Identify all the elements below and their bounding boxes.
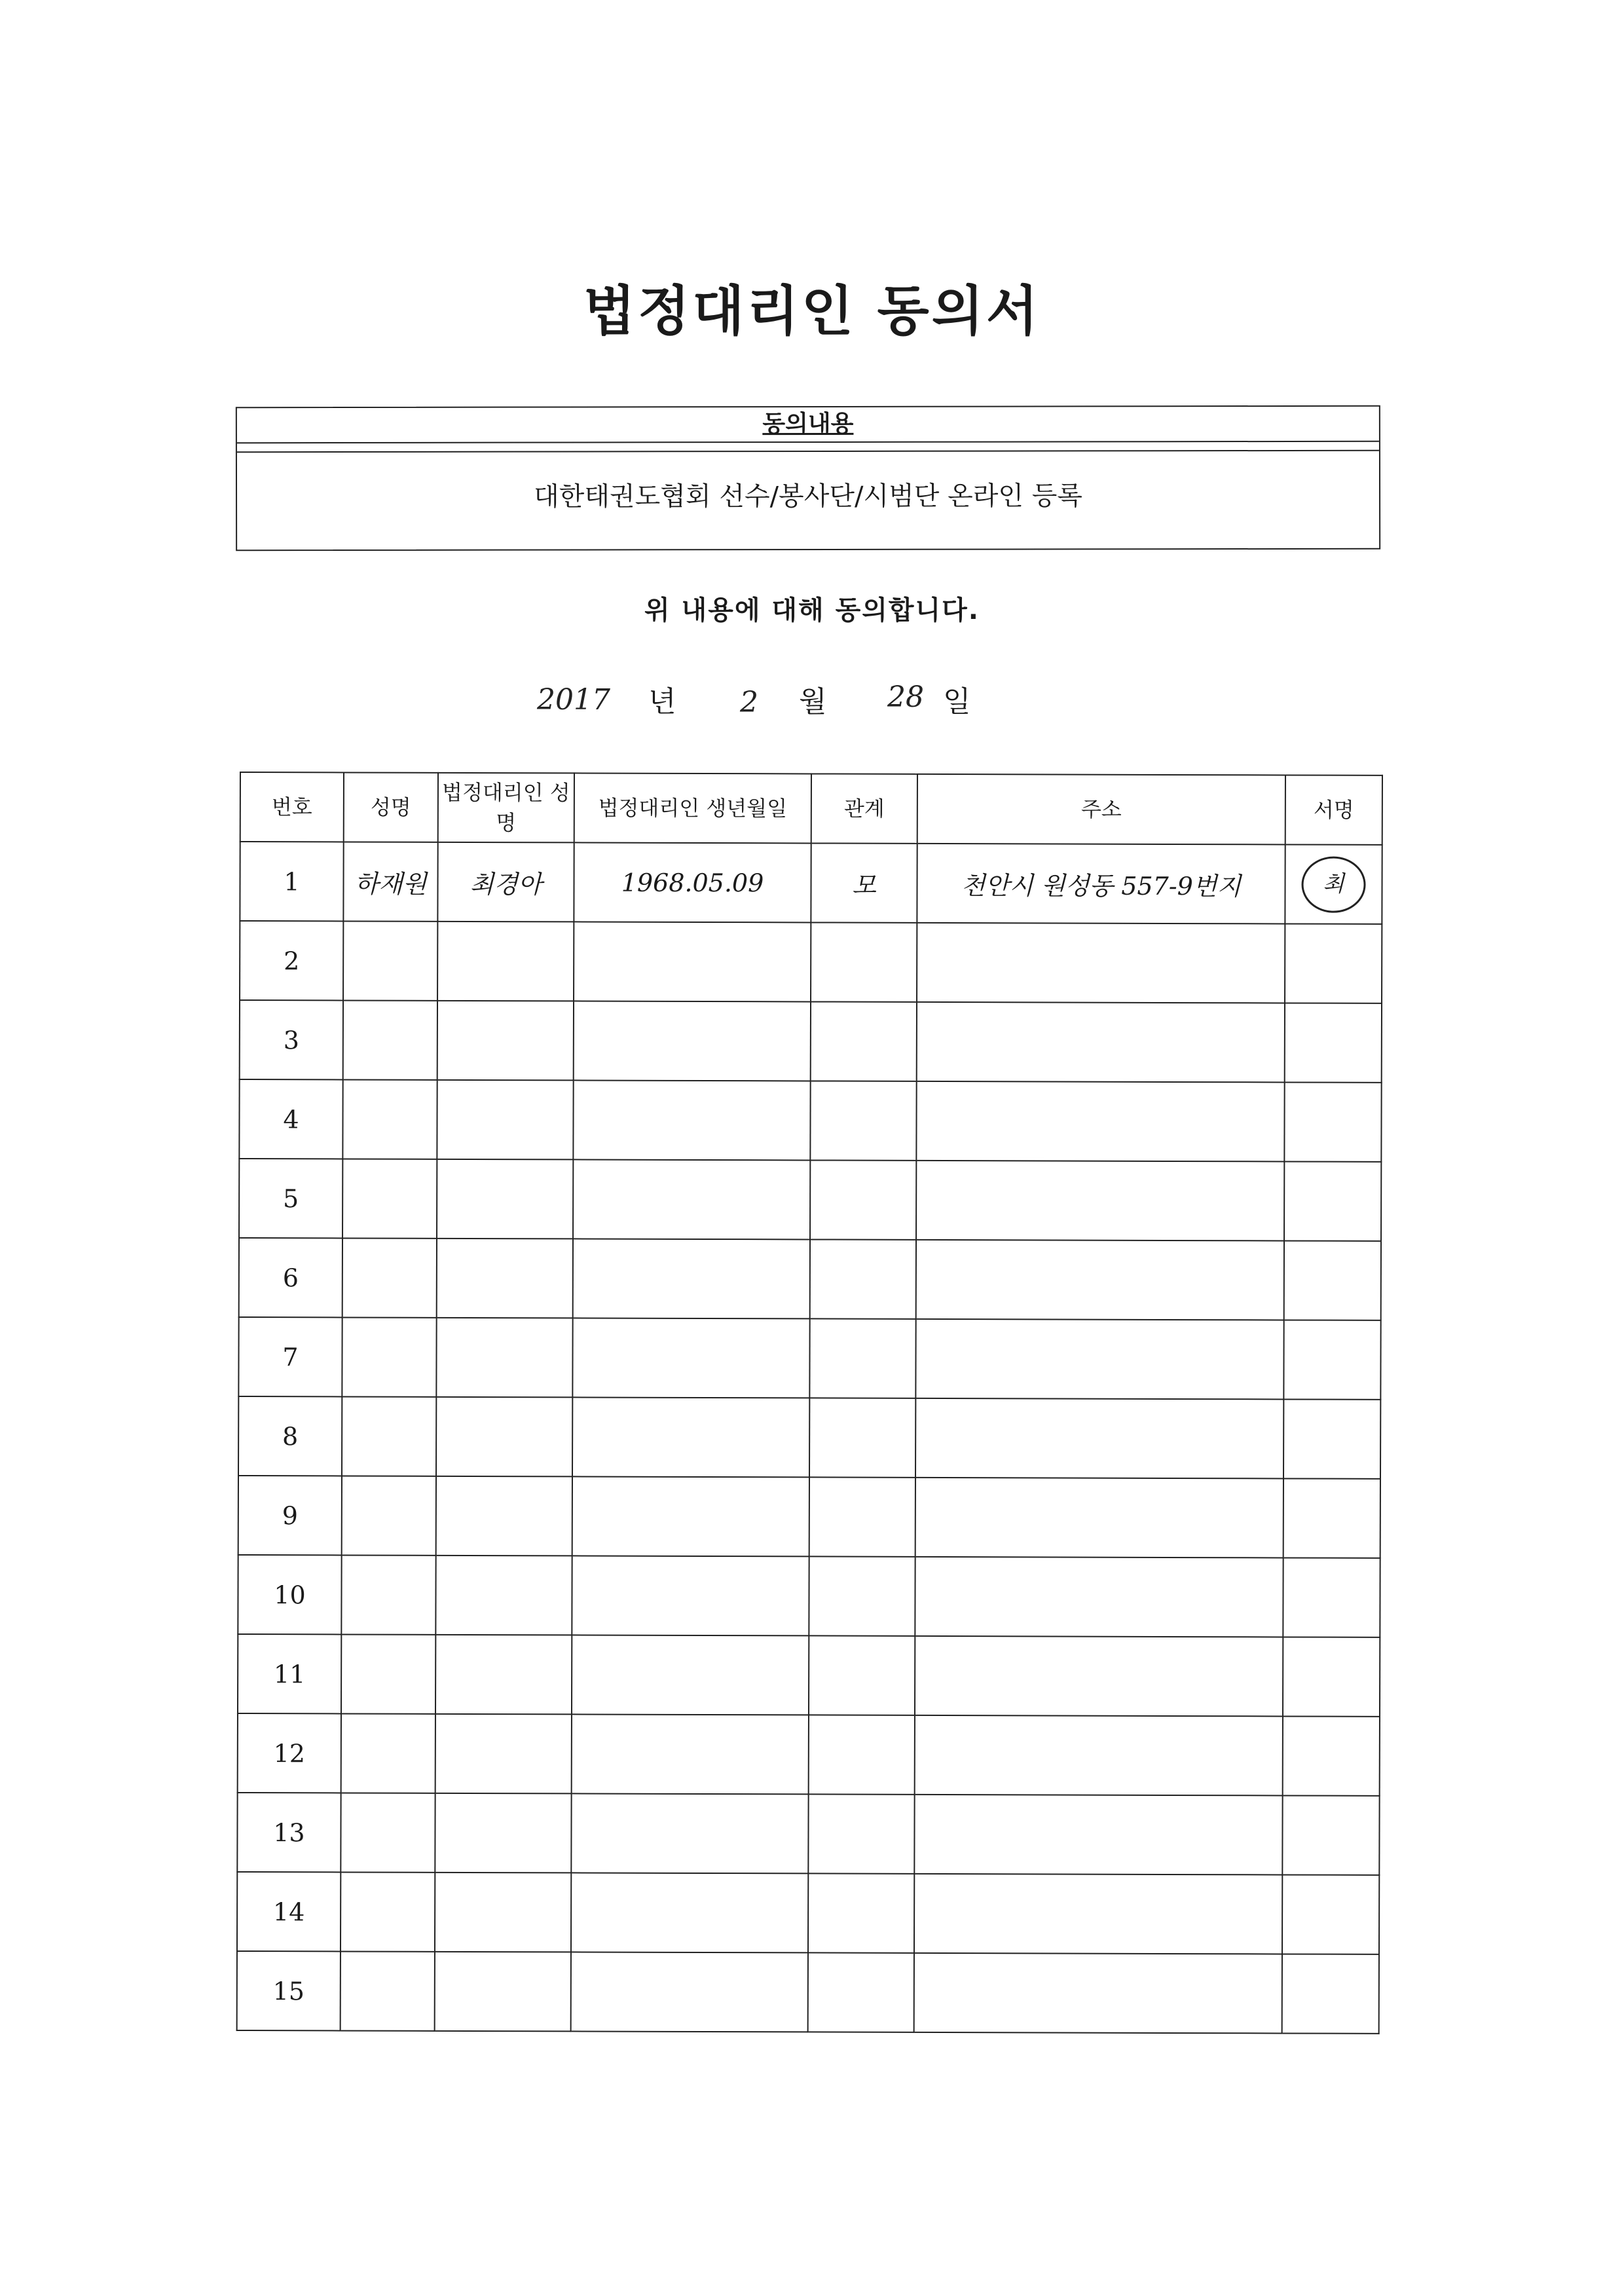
header-guardian-name: 법정대리인 성명 [438, 773, 574, 843]
cell-signature [1284, 1161, 1381, 1241]
cell-address [915, 1319, 1283, 1400]
cell-guardian-birth [572, 1635, 809, 1715]
cell-name [342, 1317, 436, 1396]
header-relation: 관계 [811, 774, 917, 843]
cell-signature [1283, 1320, 1380, 1399]
table-row [237, 1951, 1379, 2034]
table-row [238, 1476, 1380, 1558]
cell-relation [811, 922, 917, 1001]
cell-address [916, 1240, 1284, 1320]
table-row [237, 1793, 1379, 1875]
cell-guardian-name [435, 1714, 572, 1794]
cell-name [341, 1872, 435, 1951]
cell-no: 14 [237, 1872, 341, 1951]
cell-signature [1285, 1003, 1382, 1082]
cell-guardian-birth [572, 1556, 809, 1635]
cell-guardian-name [437, 1239, 573, 1318]
cell-guardian-name [437, 1159, 573, 1239]
cell-guardian-birth [572, 1714, 809, 1794]
cell-address [917, 923, 1285, 1003]
cell-relation: 모 [811, 843, 917, 922]
table-row [238, 1396, 1380, 1479]
cell-address [914, 1953, 1282, 2034]
cell-signature [1284, 1082, 1381, 1161]
date-day: 28 [887, 681, 924, 714]
cell-relation [811, 1001, 917, 1081]
cell-name [342, 1476, 436, 1555]
cell-relation [810, 1081, 916, 1160]
cell-signature [1283, 1716, 1380, 1795]
cell-guardian-birth [573, 1239, 810, 1318]
cell-address [915, 1636, 1283, 1717]
table-row [240, 1000, 1382, 1083]
cell-name [341, 1951, 435, 2030]
table-row [240, 842, 1382, 924]
cell-name [341, 1793, 435, 1872]
cell-name [342, 1079, 437, 1159]
cell-signature [1282, 1954, 1379, 2033]
cell-address [916, 1161, 1284, 1241]
cell-guardian-name [437, 1001, 574, 1081]
table-row [238, 1713, 1380, 1796]
cell-guardian-birth [574, 1001, 811, 1081]
date-year: 2017 [537, 683, 610, 717]
cell-guardian-birth [573, 1159, 810, 1239]
table-row [239, 1159, 1381, 1241]
header-guardian-birth: 법정대리인 생년월일 [574, 773, 811, 843]
cell-relation [810, 1160, 916, 1239]
cell-relation [808, 1952, 914, 2032]
cell-relation [808, 1873, 914, 1952]
table-row [238, 1317, 1380, 1400]
cell-no: 6 [239, 1238, 342, 1317]
agreement-statement: 위 내용에 대해 동의합니다. [644, 595, 980, 625]
cell-no: 8 [238, 1396, 342, 1476]
cell-address [914, 1795, 1282, 1875]
cell-relation [809, 1556, 915, 1635]
cell-guardian-birth [574, 922, 811, 1001]
cell-guardian-name [436, 1476, 572, 1556]
table-row [238, 1555, 1380, 1637]
cell-name [341, 1555, 435, 1634]
cell-relation [809, 1715, 915, 1794]
cell-guardian-name [435, 1873, 571, 1952]
cell-address [916, 1081, 1284, 1162]
document-title: 법정대리인 동의서 [583, 280, 1041, 343]
date-month: 2 [740, 686, 758, 719]
table-row [240, 921, 1382, 1003]
cell-signature [1285, 924, 1382, 1003]
cell-guardian-birth [571, 1952, 808, 2032]
cell-signature [1285, 844, 1382, 924]
table-row [239, 1079, 1381, 1162]
header-no: 번호 [240, 772, 344, 842]
table-row [239, 1238, 1381, 1320]
date-day-unit: 일 [943, 685, 971, 718]
cell-name [341, 1713, 435, 1793]
consent-header-label: 동의내용 [762, 410, 854, 438]
cell-guardian-name: 최경아 [437, 842, 574, 922]
signature-mark: 최 [1301, 856, 1365, 912]
cell-guardian-birth [573, 1080, 810, 1160]
cell-no: 4 [239, 1079, 342, 1159]
cell-signature [1283, 1558, 1380, 1637]
cell-name: 하재원 [343, 842, 437, 921]
cell-guardian-name [435, 1793, 571, 1873]
cell-no: 12 [238, 1713, 341, 1793]
cell-guardian-name [437, 1080, 573, 1160]
header-signature: 서명 [1285, 775, 1382, 844]
header-name: 성명 [344, 772, 438, 842]
cell-no: 13 [237, 1793, 341, 1872]
cell-address [915, 1478, 1283, 1558]
cell-name [343, 921, 437, 1000]
table-row [237, 1872, 1379, 1954]
cell-signature [1284, 1241, 1381, 1320]
cell-guardian-name [436, 1397, 572, 1477]
table-row [238, 1634, 1380, 1717]
cell-guardian-birth [571, 1873, 808, 1952]
cell-no: 10 [238, 1555, 341, 1634]
consent-body: 대한태권도협회 선수/봉사단/시범단 온라인 등록 [237, 450, 1379, 559]
cell-guardian-birth [572, 1397, 809, 1477]
cell-no: 15 [237, 1951, 341, 2030]
cell-name [343, 1000, 437, 1079]
date-month-unit: 월 [799, 685, 827, 718]
cell-address [915, 1557, 1283, 1637]
date-year-unit: 년 [648, 685, 676, 718]
consent-header [237, 407, 1379, 443]
cell-guardian-name [435, 1556, 572, 1635]
cell-no: 2 [240, 921, 343, 1000]
header-address: 주소 [917, 774, 1285, 845]
cell-signature [1282, 1795, 1379, 1875]
cell-relation [808, 1794, 914, 1873]
cell-guardian-birth [572, 1476, 809, 1556]
cell-address [915, 1715, 1283, 1796]
cell-relation [809, 1398, 915, 1477]
cell-address [915, 1398, 1283, 1479]
cell-no: 7 [238, 1317, 342, 1396]
cell-relation [809, 1635, 915, 1715]
cell-guardian-name [437, 922, 574, 1001]
cell-guardian-name [435, 1635, 572, 1715]
cell-guardian-birth [571, 1793, 808, 1873]
cell-relation [809, 1477, 915, 1556]
guardian-table [236, 772, 1383, 2034]
cell-name [342, 1238, 437, 1317]
cell-relation [809, 1318, 915, 1398]
consent-box [236, 405, 1380, 551]
cell-signature [1283, 1637, 1380, 1716]
cell-relation [810, 1239, 916, 1318]
table-header-row [240, 772, 1382, 845]
cell-no: 1 [240, 842, 343, 921]
cell-signature [1283, 1399, 1380, 1478]
cell-guardian-name [435, 1952, 571, 2032]
cell-no: 11 [238, 1634, 341, 1713]
cell-address: 천안시 원성동 557-9번지 [917, 844, 1285, 924]
cell-signature [1283, 1478, 1380, 1558]
cell-guardian-birth [572, 1318, 809, 1398]
cell-address [917, 1002, 1285, 1083]
cell-name [341, 1634, 435, 1713]
cell-signature [1282, 1875, 1379, 1954]
cell-name [342, 1159, 437, 1238]
cell-no: 3 [240, 1000, 343, 1079]
cell-no: 9 [238, 1476, 342, 1555]
cell-guardian-birth: 1968.05.09 [574, 842, 811, 922]
cell-name [342, 1396, 436, 1476]
cell-address [914, 1874, 1282, 1954]
cell-guardian-name [436, 1318, 572, 1398]
cell-no: 5 [239, 1159, 342, 1238]
